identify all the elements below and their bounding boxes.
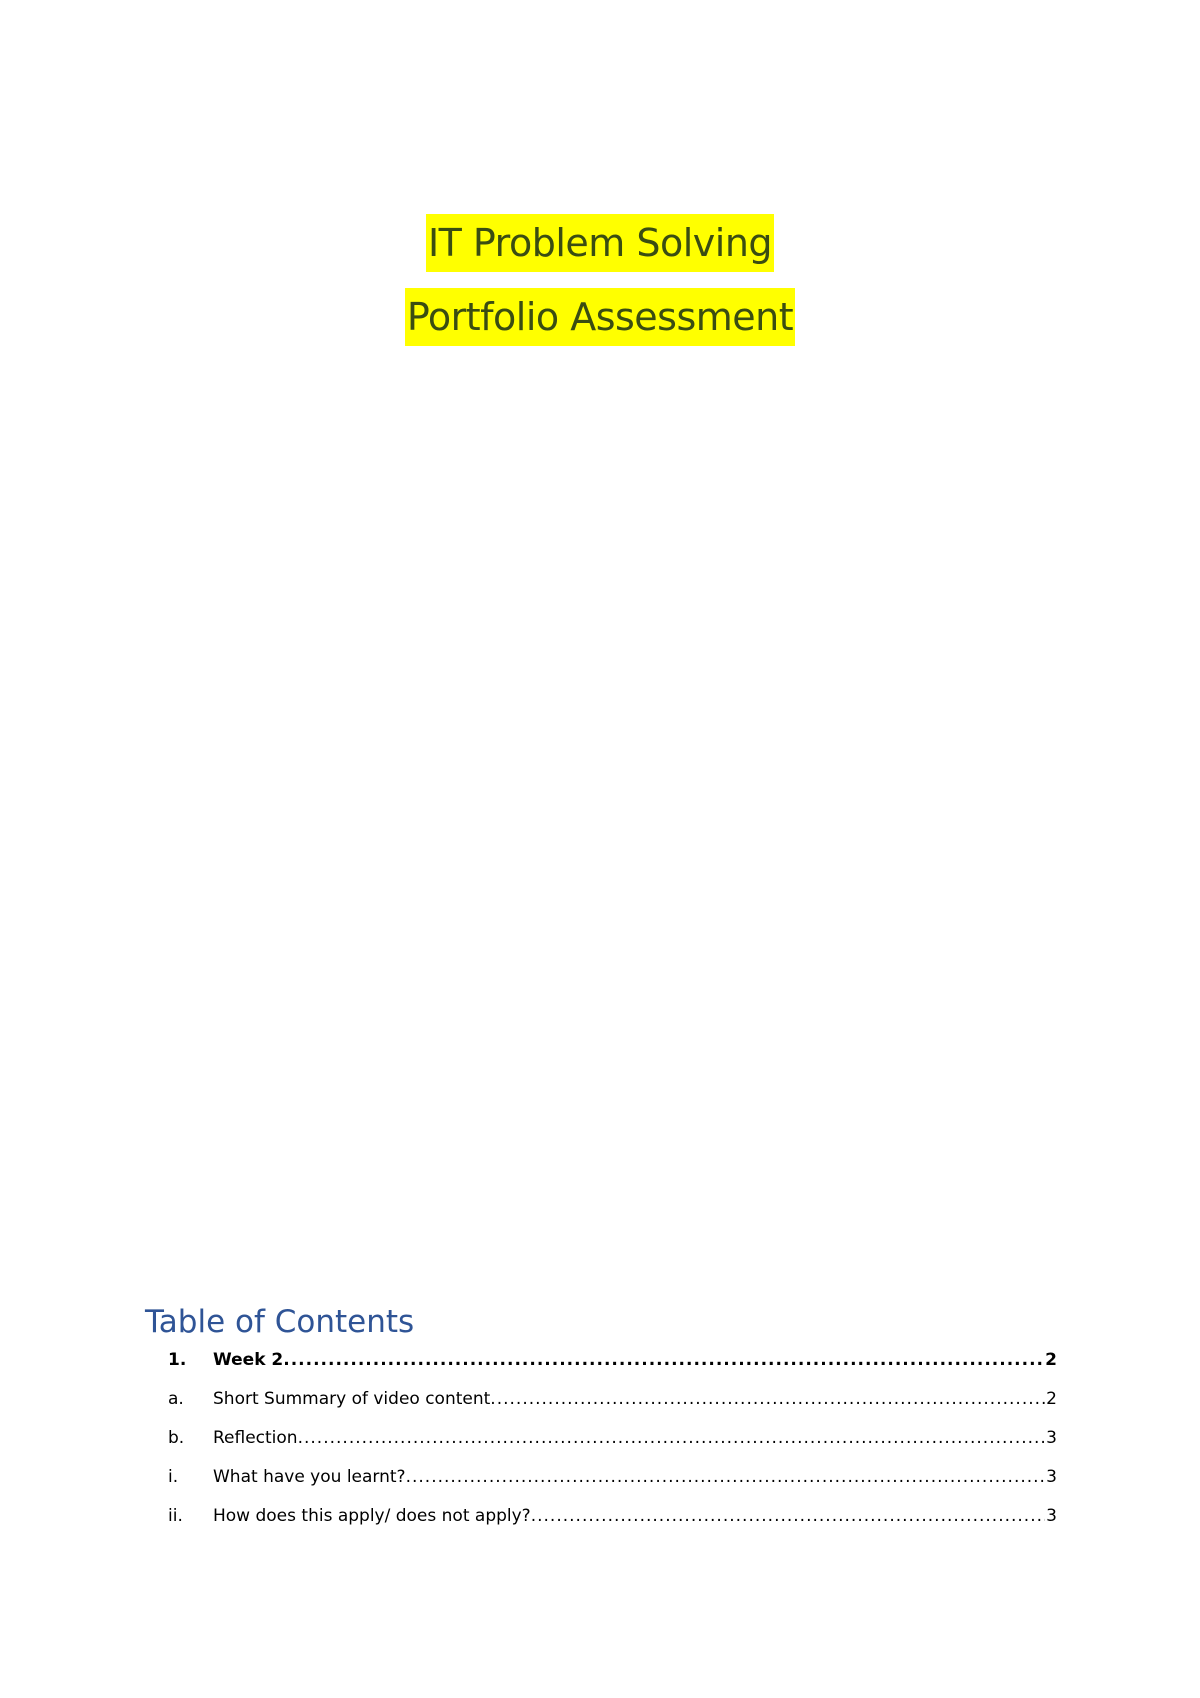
toc-entry-page: 2	[1046, 1389, 1057, 1409]
table-of-contents	[145, 1302, 1057, 1543]
toc-entry-week-2[interactable]	[145, 1348, 1057, 1387]
toc-entry-page: 3	[1046, 1428, 1057, 1448]
toc-entry-number: a.	[168, 1389, 184, 1409]
toc-entry-number: b.	[168, 1428, 185, 1448]
toc-dot-leader	[406, 1465, 1045, 1489]
toc-entry-label: What have you learnt?	[213, 1467, 406, 1487]
toc-entry-number: i.	[168, 1467, 179, 1487]
toc-entry-page: 2	[1045, 1350, 1057, 1370]
toc-dot-leader	[298, 1426, 1045, 1450]
toc-dot-leader	[283, 1348, 1045, 1372]
toc-entry-label: How does this apply/ does not apply?	[213, 1506, 531, 1526]
toc-entry-page: 3	[1046, 1467, 1057, 1487]
toc-entry-number: ii.	[168, 1506, 183, 1526]
document-title-line-2: Portfolio Assessment	[405, 288, 795, 346]
toc-heading: Table of Contents	[145, 1304, 415, 1340]
toc-entry-label: Short Summary of video content	[213, 1389, 491, 1409]
toc-entry-what-have-you-learnt[interactable]	[145, 1465, 1057, 1504]
toc-entry-short-summary[interactable]	[145, 1387, 1057, 1426]
toc-entry-label: Reflection	[213, 1428, 298, 1448]
toc-entry-number: 1.	[168, 1350, 187, 1370]
toc-entry-reflection[interactable]	[145, 1426, 1057, 1465]
toc-entry-how-does-this-apply[interactable]	[145, 1504, 1057, 1543]
toc-entry-page: 3	[1046, 1506, 1057, 1526]
toc-dot-leader	[531, 1504, 1045, 1528]
toc-list	[145, 1348, 1057, 1543]
title-block	[0, 214, 1200, 362]
document-title-line-1: IT Problem Solving	[426, 214, 774, 272]
toc-dot-leader	[490, 1387, 1045, 1411]
toc-entry-label: Week 2	[213, 1350, 284, 1370]
